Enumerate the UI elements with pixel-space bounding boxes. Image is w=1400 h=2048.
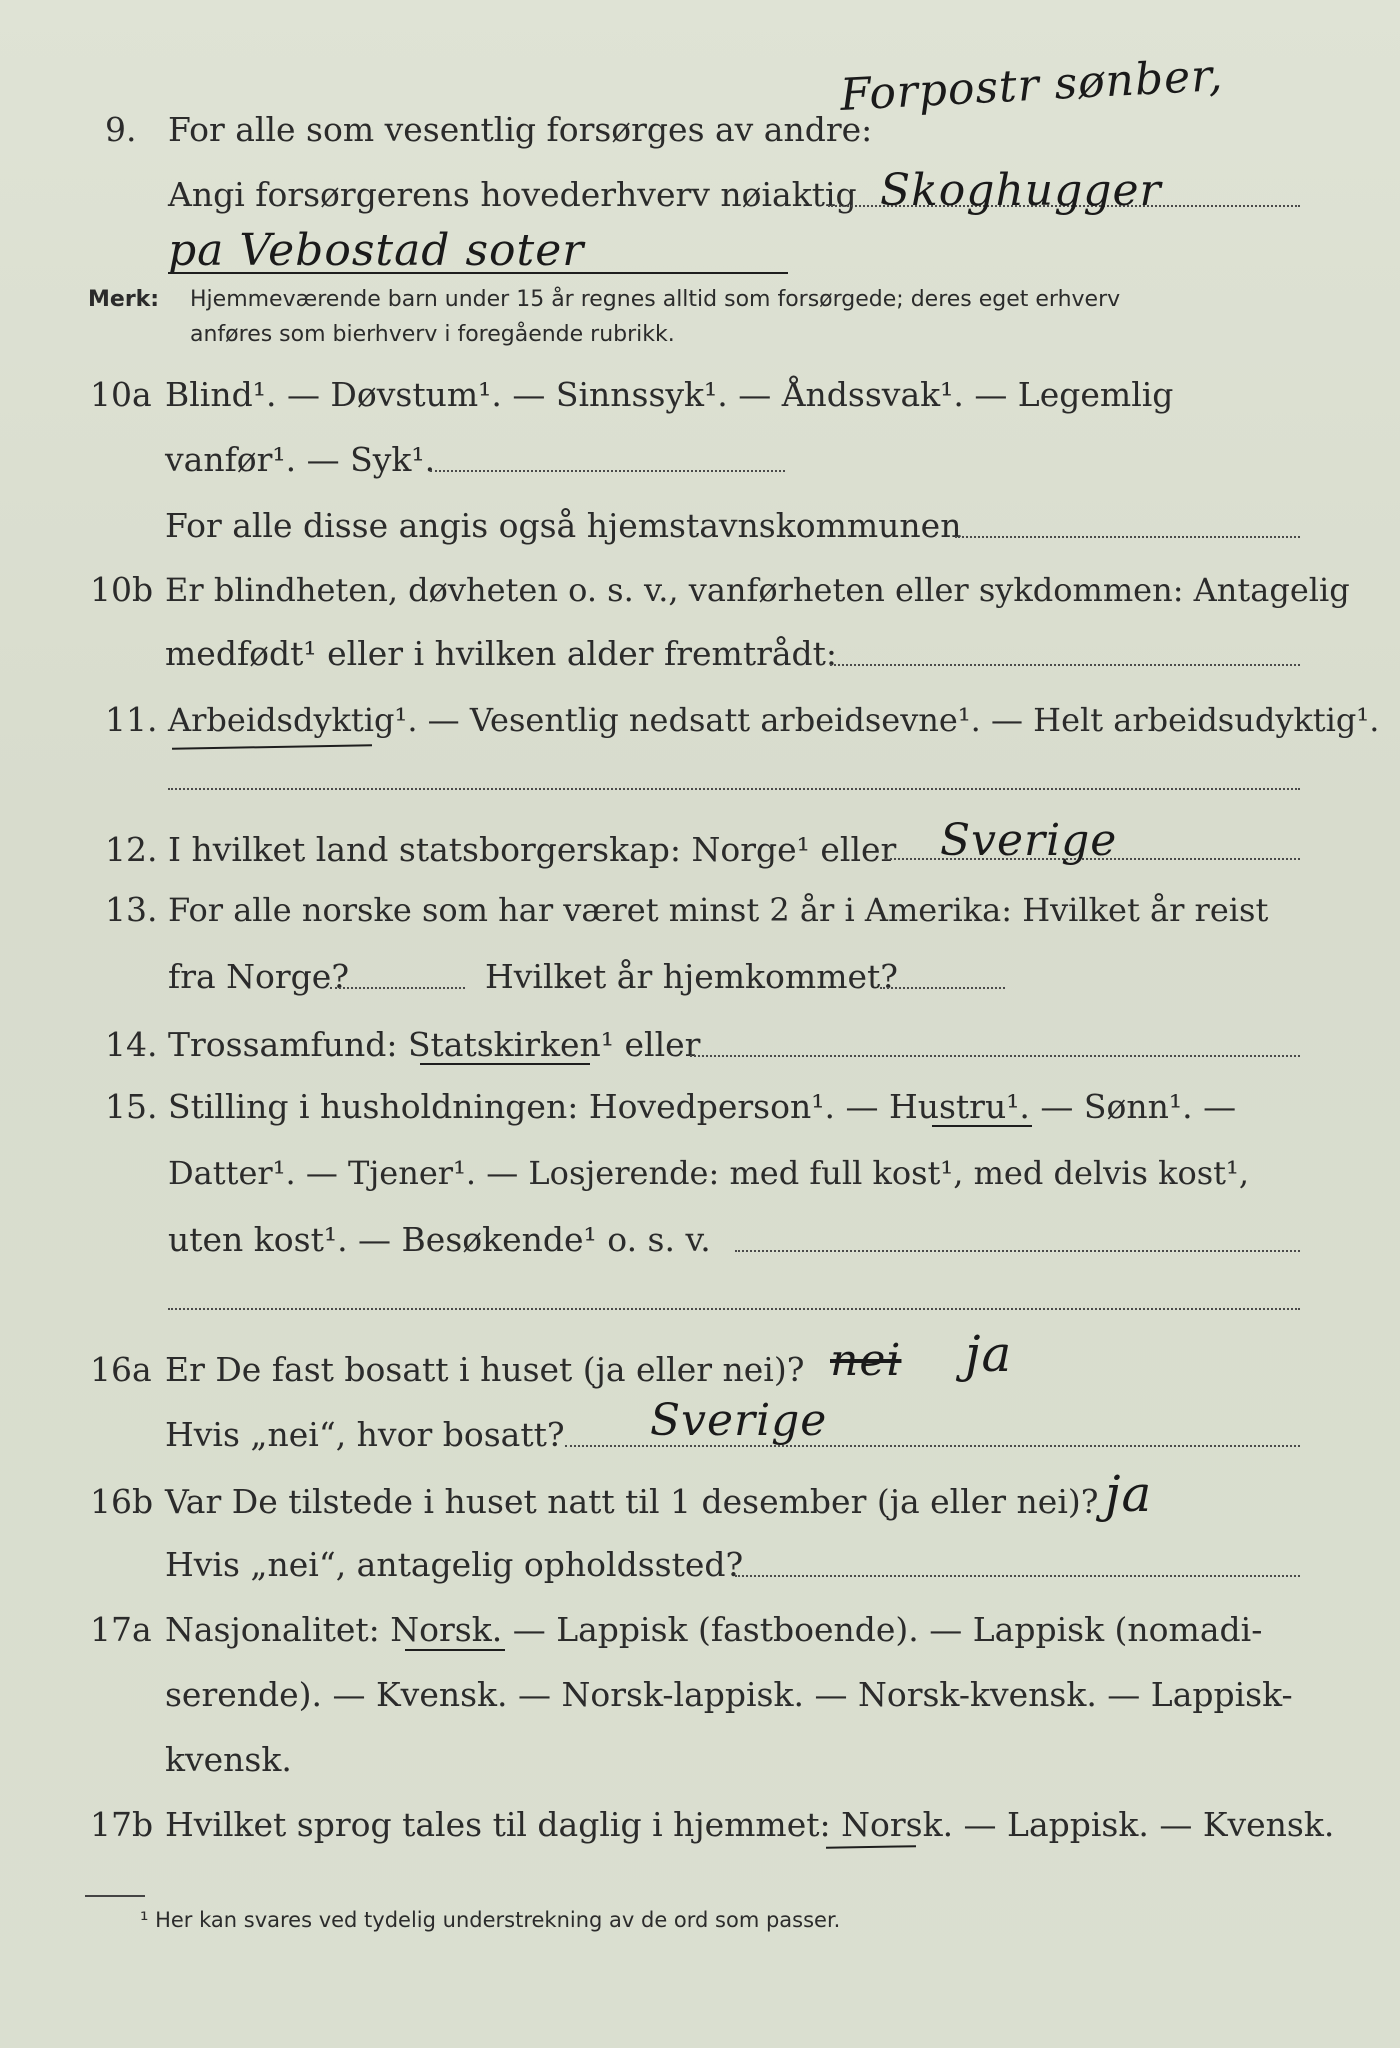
- q13-left-dotted-line: [330, 987, 465, 989]
- q10b-line1: Er blindheten, døvheten o. s. v., vanførheten eller sykdommen: Antagelig: [165, 571, 1350, 609]
- q10a-line3: For alle disse angis også hjemstavnskommunen: [165, 506, 962, 545]
- q9-handwriting-place: pa Vebostad soter: [168, 225, 585, 276]
- q15-line3: uten kost¹. — Besøkende¹ o. s. v.: [168, 1220, 711, 1259]
- q15-line2: Datter¹. — Tjener¹. — Losjerende: med full kost¹, med delvis kost¹,: [168, 1154, 1250, 1192]
- q12-number: 12.: [105, 830, 158, 869]
- q9-line2: Angi forsørgerens hovederhverv nøiaktig: [168, 175, 857, 214]
- q16a-handwriting-answer: ja: [965, 1325, 1013, 1383]
- q11-line1: Arbeidsdyktig¹. — Vesentlig nedsatt arbeidsevne¹. — Helt arbeidsudyktig¹.: [168, 701, 1380, 739]
- q16b-line2: Hvis „nei“, antagelig opholdssted?: [165, 1545, 744, 1584]
- q17a-underline-norsk: [405, 1649, 505, 1651]
- footnote: ¹ Her kan svares ved tydelig understrekning av de ord som passer.: [140, 1908, 841, 1932]
- q10a-number: 10a: [90, 375, 152, 414]
- merk-line2: anføres som bierhverv i foregående rubrikk.: [190, 322, 675, 347]
- q10b-line2: medfødt¹ eller i hvilken alder fremtrådt:: [165, 634, 838, 673]
- q15-number: 15.: [105, 1087, 158, 1126]
- q16a-line2: Hvis „nei“, hvor bosatt?: [165, 1415, 565, 1454]
- q11-number: 11.: [105, 700, 158, 739]
- q11-dotted-line: [168, 788, 1300, 790]
- q16b-handwriting-answer: ja: [1105, 1465, 1153, 1523]
- q16a-line1: Er De fast bosatt i huset (ja eller nei)?: [165, 1350, 805, 1389]
- q17b-underline-norsk: [826, 1845, 916, 1849]
- q10a-home-dotted-line: [955, 536, 1300, 538]
- merk-label: Merk:: [88, 287, 160, 312]
- q13-line2a: fra Norge?: [168, 957, 350, 996]
- q16b-dotted-line: [735, 1575, 1300, 1577]
- q13-line1: For alle norske som har været minst 2 år i Amerika: Hvilket år reist: [168, 891, 1269, 929]
- q11-underline-arbeidsdyktig: [172, 744, 372, 749]
- q15-extra-dotted-line: [168, 1308, 1300, 1310]
- q15-line1: Stilling i husholdningen: Hovedperson¹. — Hustru¹. — Sønn¹. —: [168, 1087, 1237, 1126]
- q14-dotted-line: [690, 1055, 1300, 1057]
- q15-underline-hustru: [932, 1125, 1032, 1127]
- footnote-rule: [85, 1895, 145, 1897]
- q17a-line2: serende). — Kvensk. — Norsk-lappisk. — Norsk-kvensk. — Lappisk-: [165, 1675, 1293, 1714]
- q10a-line1: Blind¹. — Døvstum¹. — Sinnssyk¹. — Åndssvak¹. — Legemlig: [165, 375, 1174, 414]
- q17b-line1: Hvilket sprog tales til daglig i hjemmet: Norsk. — Lappisk. — Kvensk.: [165, 1805, 1335, 1844]
- q10b-dotted-line: [830, 664, 1300, 666]
- q14-number: 14.: [105, 1025, 158, 1064]
- q13-line2b: Hvilket år hjemkommet?: [485, 957, 898, 996]
- q10a-line2: vanfør¹. — Syk¹.: [165, 440, 436, 479]
- q12-handwriting-country: Sverige: [940, 815, 1118, 866]
- q10b-number: 10b: [90, 570, 154, 609]
- q14-line1: Trossamfund: Statskirken¹ eller: [168, 1025, 701, 1064]
- q9-place-underline: [168, 272, 788, 274]
- q16a-handwriting-struck: nei: [830, 1335, 902, 1386]
- q17a-line1: Nasjonalitet: Norsk. — Lappisk (fastboende). — Lappisk (nomadi-: [165, 1610, 1263, 1649]
- merk-line1: Hjemmeværende barn under 15 år regnes alltid som forsørgede; deres eget erhverv: [190, 287, 1121, 312]
- q9-line1: For alle som vesentlig forsørges av andre:: [168, 110, 873, 149]
- q13-right-dotted-line: [880, 987, 1005, 989]
- q12-line1: I hvilket land statsborgerskap: Norge¹ eller: [168, 830, 897, 869]
- q16b-line1: Var De tilstede i huset natt til 1 desember (ja eller nei)?: [165, 1482, 1099, 1521]
- q16b-number: 16b: [90, 1482, 154, 1521]
- q9-handwriting-occupation: Forpostr sønber,: [838, 50, 1225, 121]
- q14-underline-statskirken: [420, 1063, 590, 1065]
- q16a-number: 16a: [90, 1350, 152, 1389]
- q17a-number: 17a: [90, 1610, 152, 1649]
- q10a-sick-dotted-line: [430, 470, 785, 472]
- q17b-number: 17b: [90, 1805, 154, 1844]
- q17a-line3: kvensk.: [165, 1740, 292, 1779]
- q16a-handwriting-place: Sverige: [650, 1395, 828, 1446]
- q13-number: 13.: [105, 890, 158, 929]
- q9-number: 9.: [105, 110, 137, 149]
- q15-dotted-line: [735, 1250, 1300, 1252]
- q9-handwriting-provider: Skoghugger: [880, 165, 1162, 216]
